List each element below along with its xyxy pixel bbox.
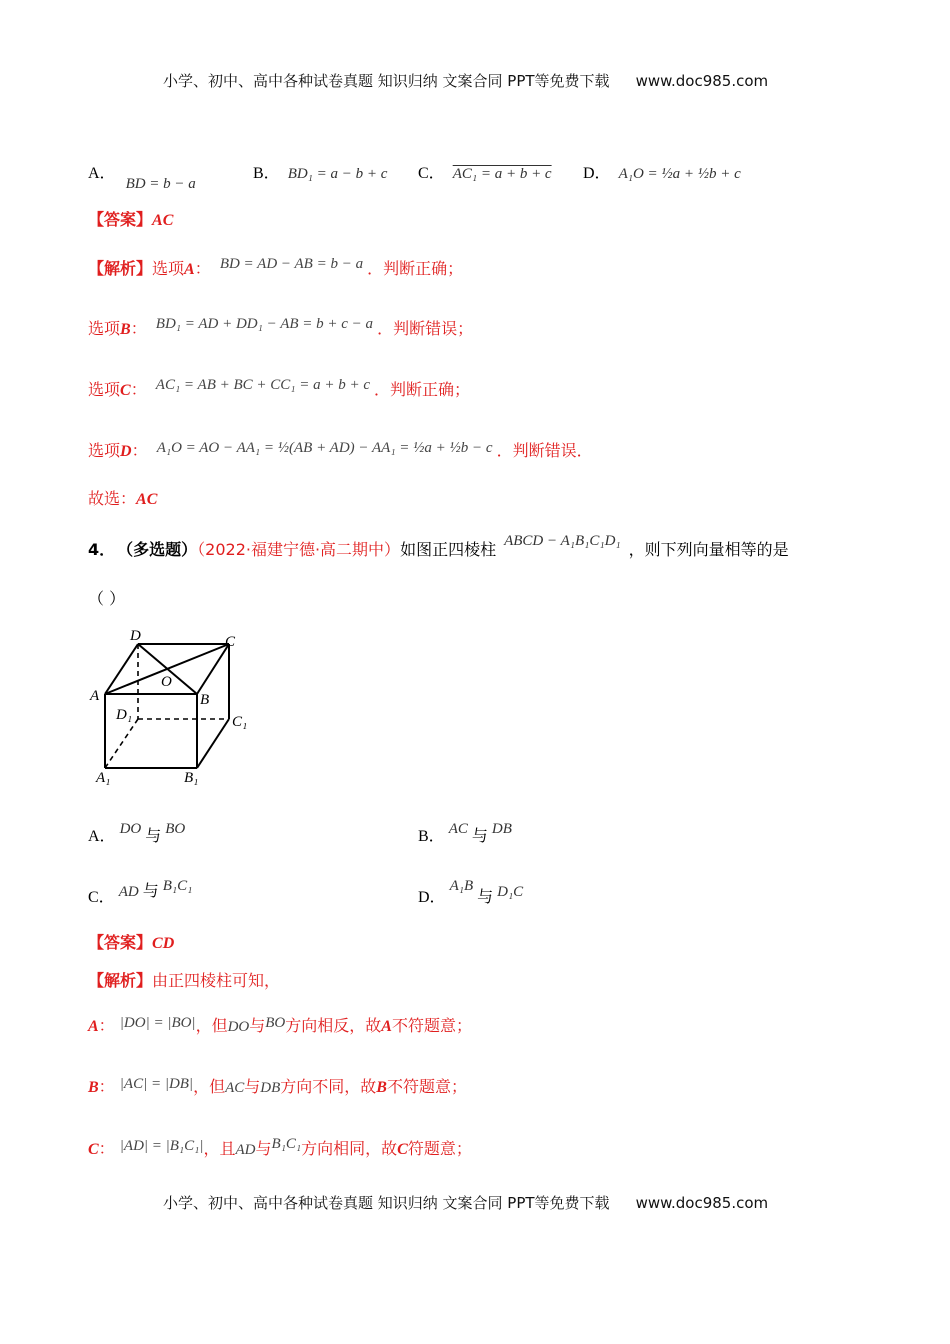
q3-option-b xyxy=(253,160,387,183)
line-verdict: ．判断正确； xyxy=(374,380,471,399)
prism-figure xyxy=(86,622,266,788)
line-colon: ： xyxy=(130,380,147,399)
option-expr: BD₁ = a − b + c xyxy=(287,166,388,182)
footer-url[interactable]: www.doc985.com xyxy=(635,1194,769,1212)
prism-name: ABCD − A₁B₁C₁D₁ xyxy=(504,533,621,549)
option-with: 与 xyxy=(142,881,159,900)
line-colon: ： xyxy=(130,319,147,338)
line-opt: C xyxy=(88,1141,99,1158)
option-expr: AC₁ = a + b + c xyxy=(452,166,552,182)
q4-answer xyxy=(88,930,174,953)
question-source: （2022·福建宁德·高二期中） xyxy=(197,540,401,559)
option-v1: AD xyxy=(118,884,139,900)
q4-analysis-line-a xyxy=(88,1013,472,1036)
line-v2: DB xyxy=(260,1080,281,1096)
q3-option-d xyxy=(583,160,741,183)
line-verdict: ．判断错误； xyxy=(377,319,474,338)
line-verdict: ．判断正确； xyxy=(367,259,464,278)
q3-analysis-line-a xyxy=(88,256,463,279)
option-v2: B₁C₁ xyxy=(162,878,193,894)
line-eq: |AC| = |DB| xyxy=(119,1076,194,1092)
option-v1: AC xyxy=(448,821,468,837)
line-text: 不符题意； xyxy=(391,1016,472,1035)
line-text: 与 xyxy=(244,1077,261,1096)
q3-analysis-line-b xyxy=(88,316,473,339)
line-expr: BD₁ = AD + DD₁ − AB = b + c − a xyxy=(155,316,374,332)
page-header xyxy=(163,70,768,91)
answer-value: AC xyxy=(152,212,174,229)
line-text: ，且 xyxy=(203,1139,236,1158)
line-v1: AC xyxy=(225,1080,245,1096)
q4-stem xyxy=(88,533,789,560)
option-v1: DO xyxy=(119,821,142,837)
q3-conclusion xyxy=(88,486,157,509)
line-eq: |DO| = |BO| xyxy=(119,1015,196,1031)
q4-option-b xyxy=(418,815,512,845)
label-C: C xyxy=(225,634,236,650)
question-number: 4． xyxy=(88,540,116,559)
label-B: B xyxy=(200,692,210,708)
header-url[interactable]: www.doc985.com xyxy=(635,72,769,90)
line-text: 与 xyxy=(249,1016,266,1035)
option-with: 与 xyxy=(477,887,494,906)
line-text: 方向不同，故 xyxy=(280,1077,377,1096)
line-v1: DO xyxy=(227,1019,250,1035)
line-colon: ： xyxy=(131,441,148,460)
q3-answer xyxy=(88,207,173,230)
line-text: ，但 xyxy=(193,1077,226,1096)
line-o: C xyxy=(397,1141,408,1158)
line-expr: BD = AD − AB = b − a xyxy=(219,256,364,272)
line-opt: A xyxy=(88,1018,99,1035)
question-type: （多选题） xyxy=(125,540,198,559)
option-with: 与 xyxy=(145,826,162,845)
analysis-intro: 由正四棱柱可知， xyxy=(152,971,281,990)
option-v2: D₁C xyxy=(497,884,524,900)
line-opt: B xyxy=(88,1079,99,1096)
edge-C1B1 xyxy=(197,719,229,768)
line-verdict: ．判断错误． xyxy=(496,441,593,460)
answer-label: 【答案】 xyxy=(88,210,153,229)
option-v2: DB xyxy=(491,821,512,837)
line-text: 方向相反，故 xyxy=(285,1016,382,1035)
line-prefix: 选项 xyxy=(88,441,121,460)
line-opt: D xyxy=(120,443,132,460)
q4-analysis-line-b xyxy=(88,1074,467,1097)
line-opt: C xyxy=(120,382,131,399)
line-expr: A₁O = AO − AA₁ = ½(AB + AD) − AA₁ = ½a + ½b − c xyxy=(156,440,493,456)
conclusion-label: 故选： xyxy=(88,489,137,508)
line-text: 与 xyxy=(255,1139,272,1158)
analysis-label: 【解析】 xyxy=(88,971,153,990)
option-label: A． xyxy=(88,828,116,845)
answer-value: CD xyxy=(152,935,175,952)
line-colon: ： xyxy=(98,1139,115,1158)
line-prefix: 选项 xyxy=(88,319,121,338)
q4-analysis-intro xyxy=(88,968,280,991)
line-colon: ： xyxy=(98,1077,115,1096)
header-text: 小学、初中、高中各种试卷真题 知识归纳 文案合同 PPT等免费下载 xyxy=(163,72,610,90)
line-text: 不符题意； xyxy=(386,1077,467,1096)
q4-analysis-line-c xyxy=(88,1136,472,1159)
option-label: C． xyxy=(88,889,115,906)
label-B1: B₁ xyxy=(184,770,199,786)
line-prefix: 选项 xyxy=(88,380,121,399)
line-text: 方向相同，故 xyxy=(301,1139,398,1158)
label-D1: D₁ xyxy=(116,707,133,723)
q4-option-a xyxy=(88,815,186,845)
option-label: A． xyxy=(88,165,116,182)
option-label: D． xyxy=(583,165,611,182)
option-label: B． xyxy=(253,165,280,182)
q4-option-c xyxy=(88,878,193,906)
q3-analysis-line-d xyxy=(88,438,593,461)
analysis-label: 【解析】 xyxy=(88,259,153,278)
line-o: B xyxy=(376,1079,387,1096)
q3-option-c xyxy=(418,160,552,183)
line-v1: AD xyxy=(235,1142,256,1158)
option-label: C． xyxy=(418,165,445,182)
option-v1: A₁B xyxy=(449,878,474,894)
line-text: 符题意； xyxy=(407,1139,472,1158)
conclusion-value: AC xyxy=(136,491,158,508)
footer-text: 小学、初中、高中各种试卷真题 知识归纳 文案合同 PPT等免费下载 xyxy=(163,1194,610,1212)
line-colon: ： xyxy=(194,259,211,278)
stem-pre: 如图正四棱柱 xyxy=(400,540,497,559)
label-C1: C₁ xyxy=(232,714,248,730)
line-opt: B xyxy=(120,321,131,338)
option-expr: A₁O = ½a + ½b + c xyxy=(618,166,741,182)
line-v2: BO xyxy=(265,1015,286,1031)
hidden-edge-D1A1 xyxy=(105,719,138,768)
line-o: A xyxy=(381,1018,392,1035)
option-v2: BO xyxy=(165,821,186,837)
option-with: 与 xyxy=(471,826,488,845)
line-text: ，但 xyxy=(195,1016,228,1035)
option-label: D． xyxy=(418,889,446,906)
line-opt: A xyxy=(184,261,195,278)
q3-option-a xyxy=(88,160,196,192)
label-A: A xyxy=(90,688,100,704)
q3-analysis-line-c xyxy=(88,377,470,400)
q4-option-d xyxy=(418,878,524,906)
label-A1: A₁ xyxy=(96,770,111,786)
label-D: D xyxy=(130,628,141,644)
answer-label: 【答案】 xyxy=(88,933,153,952)
line-expr: AC₁ = AB + BC + CC₁ = a + b + c xyxy=(155,377,371,393)
line-v2: B₁C₁ xyxy=(271,1136,302,1152)
option-expr: BD = b − a xyxy=(125,176,196,192)
page-footer xyxy=(163,1192,768,1213)
label-O: O xyxy=(161,674,172,690)
line-colon: ： xyxy=(98,1016,115,1035)
line-prefix: 选项 xyxy=(152,259,185,278)
stem-post: ，则下列向量相等的是 xyxy=(628,540,789,559)
answer-blank: （ ） xyxy=(88,589,126,608)
option-label: B． xyxy=(418,828,445,845)
line-eq: |AD| = |B₁C₁| xyxy=(119,1138,204,1154)
